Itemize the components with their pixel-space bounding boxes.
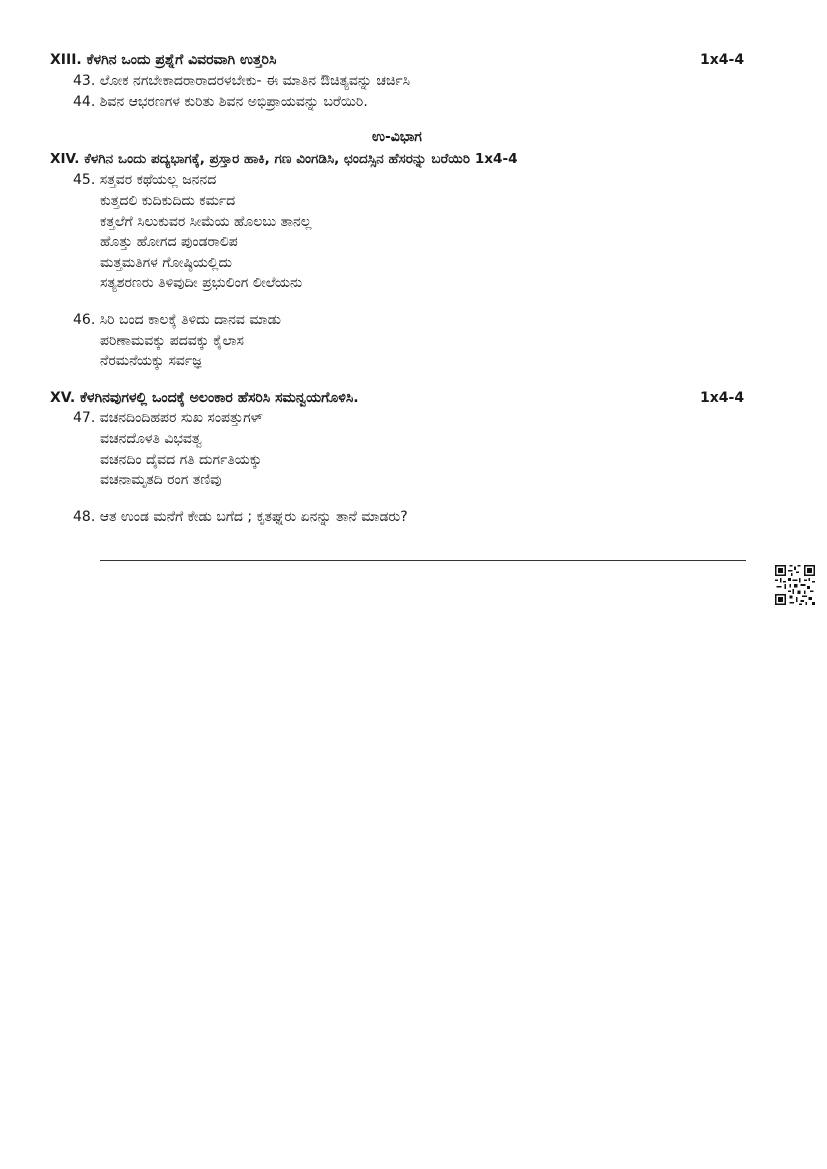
poem-line: ವಚನದೊಳತಿ ವಿಭವತ್ವ (100, 431, 202, 447)
question-48: 48. ಆತ ಉಂಡ ಮನೆಗೆ ಕೇಡು ಬಗೆದ ; ಕೃತಘ್ನರು ಏನನ್ನು ತಾನೆ ಮಾಡರು? (73, 509, 408, 525)
question-47: 47. ವಚನದಿಂದಿಹಪರ ಸುಖ ಸಂಪತ್ತುಗಳ್ (73, 410, 263, 426)
poem-line: ನೆರಮನೆಯಕ್ಕು ಸರ್ವಜ್ಞ (100, 353, 202, 369)
poem-line: ವಚನಾಮೃತದಿ ರಂಗ ತಣಿವು (100, 472, 222, 488)
qr-code-icon (775, 565, 815, 605)
part-title: ಉ-ವಿಭಾಗ (372, 129, 422, 145)
question-44: 44. ಶಿವನ ಆಭರಣಗಳ ಕುರಿತು ಶಿವನ ಅಭಿಪ್ರಾಯವನ್ನು ಬರೆಯಿರಿ. (73, 94, 368, 110)
poem-line: ಹೊತ್ತು ಹೋಗದ ಪುಂಡರಾಲಿಪ (100, 234, 238, 250)
section-xiii-marks: 1x4-4 (700, 52, 745, 68)
question-45: 45. ಸತ್ತವರ ಕಥೆಯಲ್ಲ ಜನನದ (73, 172, 217, 188)
question-43: 43. ಲೋಕ ನಗಬೇಕಾದರಾರಾದರಳಬೇಕು- ಈ ಮಾತಿನ ಔಚಿತ್ಯವನ್ನು ಚರ್ಚಿಸಿ (73, 73, 411, 89)
poem-line: ವಚನದಿಂ ದೈವದ ಗತಿ ದುರ್ಗತಿಯಕ್ಕು (100, 452, 262, 468)
poem-line: ಮತ್ತಮತಿಗಳ ಗೋಷ್ಠಿಯಲ್ಲಿದು (100, 255, 232, 271)
question-46: 46. ಸಿರಿ ಬಂದ ಕಾಲಕ್ಕೆ ತಿಳಿದು ದಾನವ ಮಾಡು (73, 312, 281, 328)
section-xiv-heading: XIV. ಕೆಳಗಿನ ಒಂದು ಪದ್ಯಭಾಗಕ್ಕೆ, ಪ್ರಸ್ತಾರ ಹಾಕಿ, ಗಣ ವಿಂಗಡಿಸಿ, ಛಂದಸ್ಸಿನ ಹೆಸರನ್ನು ಬರೆಯಿರಿ 1x4-4 (50, 151, 518, 167)
poem-line: ಕತ್ತಲೆಗೆ ಸಿಲುಕುವರ ಸೀಮೆಯ ಹೊಲಬು ತಾನಲ್ಲ (100, 214, 312, 230)
section-xv-marks: 1x4-4 (700, 390, 745, 406)
poem-line: ಕುತ್ತದಲಿ ಕುದಿಕುದಿದು ಕರ್ಮದ (100, 193, 236, 209)
section-xv-heading: XV. ಕೆಳಗಿನವುಗಳಲ್ಲಿ ಒಂದಕ್ಕೆ ಅಲಂಕಾರ ಹೆಸರಿಸಿ ಸಮನ್ವಯಗೊಳಿಸಿ. (50, 390, 359, 406)
section-xiii-heading: XIII. ಕೆಳಗಿನ ಒಂದು ಪ್ರಶ್ನೆಗೆ ವಿವರವಾಗಿ ಉತ್ತರಿಸಿ (50, 52, 277, 68)
poem-line: ಸತ್ಯಶರಣರು ತಿಳಿವುದೀ ಪ್ರಭುಲಿಂಗ ಲೀಲೆಯನು (100, 275, 303, 291)
poem-line: ಪರಿಣಾಮವಕ್ಕು ಪದವಕ್ಕು ಕೈಲಾಸ (100, 333, 244, 349)
end-divider (100, 560, 746, 561)
